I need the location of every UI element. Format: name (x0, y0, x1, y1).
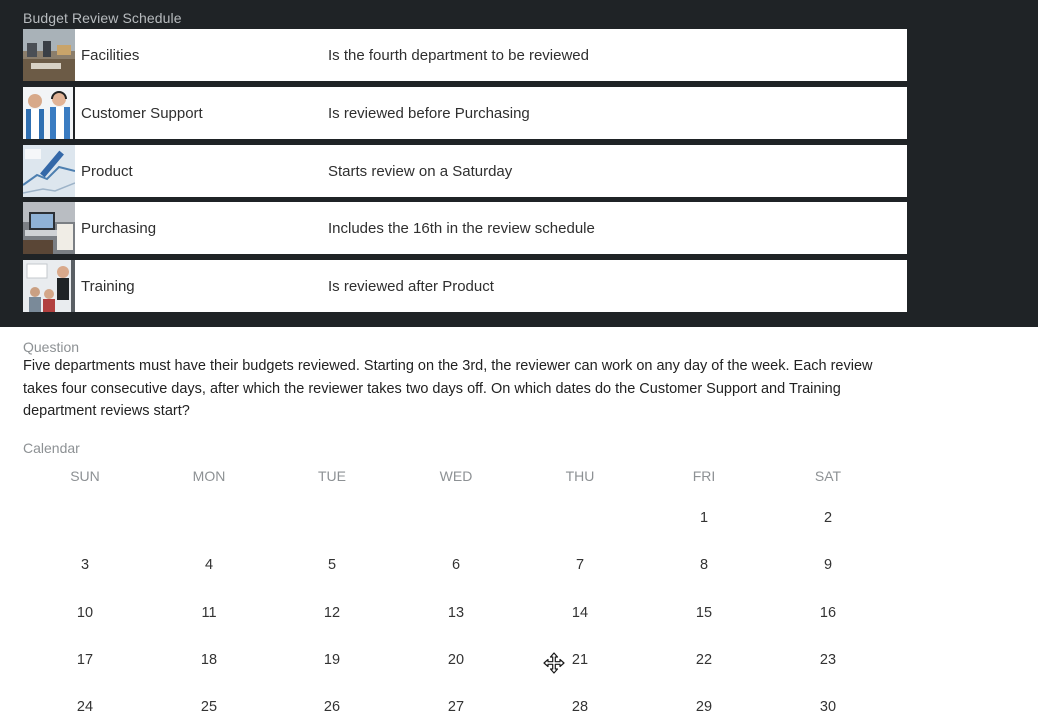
calendar-day[interactable]: 1 (699, 510, 709, 526)
weekday-header: FRI (692, 468, 716, 484)
calendar-day[interactable]: 27 (447, 699, 465, 715)
schedule-row[interactable] (23, 260, 907, 312)
clue-text: Includes the 16th in the review schedule (328, 219, 595, 237)
department-label: Facilities (81, 46, 140, 64)
calendar-day[interactable]: 22 (695, 652, 713, 668)
office-workspace-photo (23, 29, 75, 81)
calendar-day[interactable]: 2 (823, 510, 833, 526)
clue-text: Starts review on a Saturday (328, 162, 513, 180)
weekday-header: WED (439, 468, 473, 484)
weekday-header: TUE (318, 468, 346, 484)
calendar-day[interactable]: 25 (200, 699, 218, 715)
calendar-day[interactable]: 4 (204, 557, 214, 573)
department-label: Customer Support (81, 104, 203, 122)
calendar-day[interactable]: 13 (447, 605, 465, 621)
calendar-day[interactable]: 29 (695, 699, 713, 715)
calendar-day[interactable]: 3 (80, 557, 90, 573)
calendar-day[interactable]: 11 (201, 605, 217, 621)
calendar-day[interactable]: 7 (575, 557, 585, 573)
calendar-day[interactable]: 12 (323, 605, 341, 621)
calendar-day[interactable]: 8 (699, 557, 709, 573)
department-label: Product (81, 162, 133, 180)
question-text: Five departments must have their budgets reviewed. Starting on the 3rd, the reviewer can work on any day of the week. Each review takes four consecutive days, after which the reviewer takes two days off. On which dates do the Customer Support and Training department reviews start? (23, 358, 873, 419)
calendar-day[interactable]: 16 (819, 605, 837, 621)
schedule-panel (0, 0, 1038, 327)
schedule-row[interactable] (23, 87, 907, 139)
calendar-day[interactable]: 6 (451, 557, 461, 573)
calendar-day[interactable]: 21 (571, 652, 589, 668)
calendar-day[interactable]: 10 (76, 605, 94, 621)
calendar-day[interactable]: 20 (447, 652, 465, 668)
calendar-day[interactable]: 28 (571, 699, 589, 715)
clue-text: Is reviewed after Product (328, 277, 494, 295)
schedule-row[interactable] (23, 145, 907, 197)
department-label: Training (81, 277, 135, 295)
laptop-desk-photo (23, 202, 75, 254)
move-cursor-icon (543, 652, 565, 674)
calendar-label: Calendar (23, 440, 80, 456)
schedule-row[interactable] (23, 29, 907, 81)
calendar-day[interactable]: 19 (323, 652, 341, 668)
question-label: Question (23, 339, 80, 355)
meeting-presentation-photo (23, 260, 75, 312)
calendar-day[interactable]: 30 (819, 699, 837, 715)
schedule-row[interactable] (23, 202, 907, 254)
calendar-day[interactable]: 5 (327, 557, 337, 573)
clue-text: Is reviewed before Purchasing (328, 104, 530, 122)
pen-on-charts-photo (23, 145, 75, 197)
weekday-header: SAT (814, 468, 842, 484)
weekday-header: MON (192, 468, 226, 484)
calendar-day[interactable]: 9 (823, 557, 833, 573)
calendar-day[interactable]: 14 (571, 605, 589, 621)
clue-text: Is the fourth department to be reviewed (328, 46, 589, 64)
weekday-header: THU (565, 468, 595, 484)
calendar-day[interactable]: 17 (76, 652, 94, 668)
calendar-day[interactable]: 18 (200, 652, 218, 668)
schedule-title: Budget Review Schedule (23, 10, 182, 26)
department-label: Purchasing (81, 219, 157, 237)
calendar-day[interactable]: 15 (695, 605, 713, 621)
calendar-day[interactable]: 24 (76, 699, 94, 715)
headset-agents-photo (23, 87, 75, 139)
calendar-day[interactable]: 26 (323, 699, 341, 715)
calendar-day[interactable]: 23 (819, 652, 837, 668)
weekday-header: SUN (70, 468, 100, 484)
